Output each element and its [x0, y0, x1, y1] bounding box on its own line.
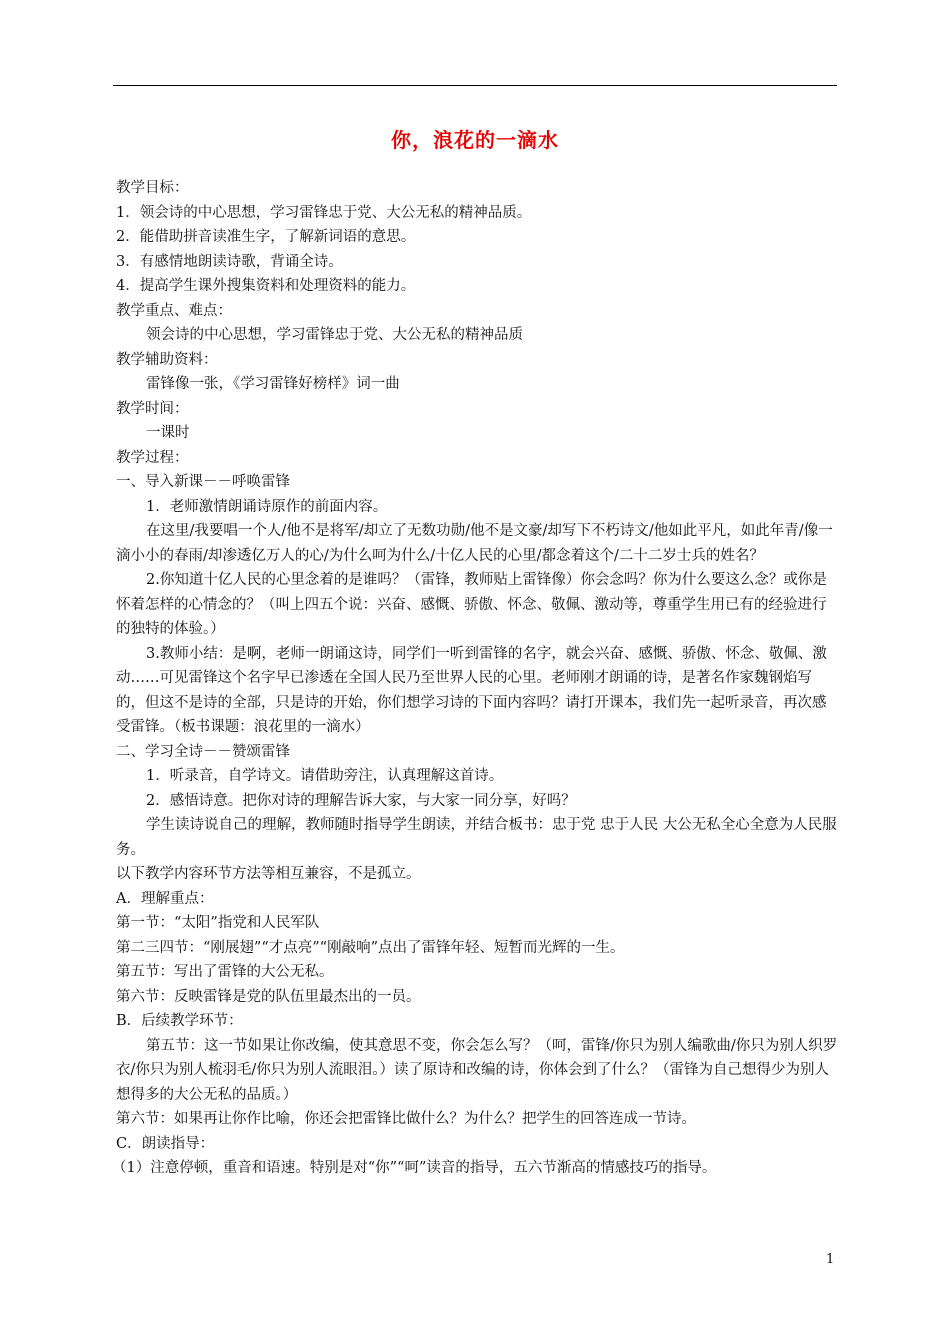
body-paragraph: 第六节：如果再让你作比喻，你还会把雷锋比做什么？为什么？把学生的回答连成一节诗。: [116, 1111, 696, 1127]
body-paragraph: 2.你知道十亿人民的心里念着的是谁吗？（雷锋，教师贴上雷锋像）你会念吗？你为什么要这么念？或你是怀着怎样的心情念的？（叫上四五个说：兴奋、感慨、骄傲、怀念、敬佩、激动等，尊重学生用已有的经验进行的独特的体验。）: [116, 572, 827, 637]
body-paragraph: 3．有感情地朗读诗歌，背诵全诗。: [116, 253, 343, 270]
body-paragraph: 教学目标：: [116, 180, 189, 196]
body-paragraph: 2．感悟诗意。把你对诗的理解告诉大家，与大家一同分享，好吗？: [146, 792, 576, 809]
body-paragraph: 教学时间：: [116, 400, 189, 417]
body-paragraph: 第二三四节：“刚展翅”“才点亮”“刚敲响”点出了雷锋年轻、短暂而光辉的一生。: [116, 939, 625, 956]
body-paragraph: 学生读诗说自己的理解，教师随时指导学生朗读，并结合板书：忠于党 忠于人民 大公无私全心全意为人民服务。: [116, 817, 837, 858]
header-rule: [113, 85, 837, 86]
body-paragraph: 领会诗的中心思想，学习雷锋忠于党、大公无私的精神品质: [146, 327, 523, 343]
body-paragraph: 2．能借助拼音读准生字，了解新词语的意思。: [116, 229, 416, 245]
body-paragraph: A．理解重点：: [116, 890, 214, 907]
document-body: [112, 176, 840, 1181]
body-paragraph: 1．听录音，自学诗文。请借助旁注，认真理解这首诗。: [146, 768, 504, 784]
body-paragraph: 雷锋像一张，《学习雷锋好榜样》词一曲: [146, 376, 400, 392]
body-paragraph: 教学辅助资料：: [116, 351, 218, 368]
body-paragraph: 以下教学内容环节方法等相互兼容，不是孤立。: [116, 866, 421, 882]
body-paragraph: 第五节：写出了雷锋的大公无私。: [116, 964, 334, 980]
document-title: 你，浪花的一滴水: [391, 128, 559, 152]
body-paragraph: 3.教师小结：是啊，老师一朗诵这诗，同学们一听到雷锋的名字，就会兴奋、感慨、骄傲、怀念、敬佩、激动……可见雷锋这个名字早已渗透在全国人民乃至世界人民的心里。老师刚才朗诵的诗，是著名作家魏钢焰写的，但这不是诗的全部，只是诗的开始，你们想学习诗的下面内容吗？请打开课本，我们先一起听录音，再次感受雷锋。（板书课题：浪花里的一滴水）: [116, 645, 827, 735]
body-paragraph: 二、学习全诗－－赞颂雷锋: [116, 743, 290, 760]
body-paragraph: 第六节：反映雷锋是党的队伍里最杰出的一员。: [116, 988, 421, 1005]
page-number: 1: [826, 1252, 835, 1267]
body-paragraph: 在这里/我要唱一个人/他不是将军/却立了无数功勋/他不是文豪/却写下不朽诗文/他如此平凡，如此年青/像一滴小小的春雨/却渗透亿万人的心/为什么呵为什么/十亿人民的心里/都念着这个/二十二岁士兵的姓名？: [116, 523, 833, 564]
body-paragraph: （1）注意停顿，重音和语速。特别是对“你”“呵”读音的指导，五六节渐高的情感技巧的指导。: [112, 1160, 717, 1176]
body-paragraph: 1．老师激情朗诵诗原作的前面内容。: [146, 498, 388, 515]
body-paragraph: 第一节：“太阳”指党和人民军队: [116, 915, 320, 931]
body-paragraph: 一、导入新课－－呼唤雷锋: [116, 474, 290, 490]
body-paragraph: 第五节：这一节如果让你改编，使其意思不变，你会怎么写？（呵，雷锋/你只为别人编歌曲/你只为别人织罗衣/你只为别人梳羽毛/你只为别人流眼泪。）读了原诗和改编的诗，你体会到了什么？（雷锋为自己想得少为别人想得多的大公无私的品质。）: [116, 1037, 838, 1103]
body-paragraph: 教学过程：: [116, 449, 189, 466]
body-paragraph: 1．领会诗的中心思想，学习雷锋忠于党、大公无私的精神品质。: [116, 204, 532, 221]
body-paragraph: 一课时: [146, 425, 190, 441]
body-paragraph: 教学重点、难点：: [116, 302, 232, 319]
body-paragraph: B．后续教学环节：: [116, 1013, 243, 1029]
body-paragraph: 4．提高学生课外搜集资料和处理资料的能力。: [116, 278, 416, 294]
body-paragraph: C．朗读指导：: [116, 1135, 215, 1152]
